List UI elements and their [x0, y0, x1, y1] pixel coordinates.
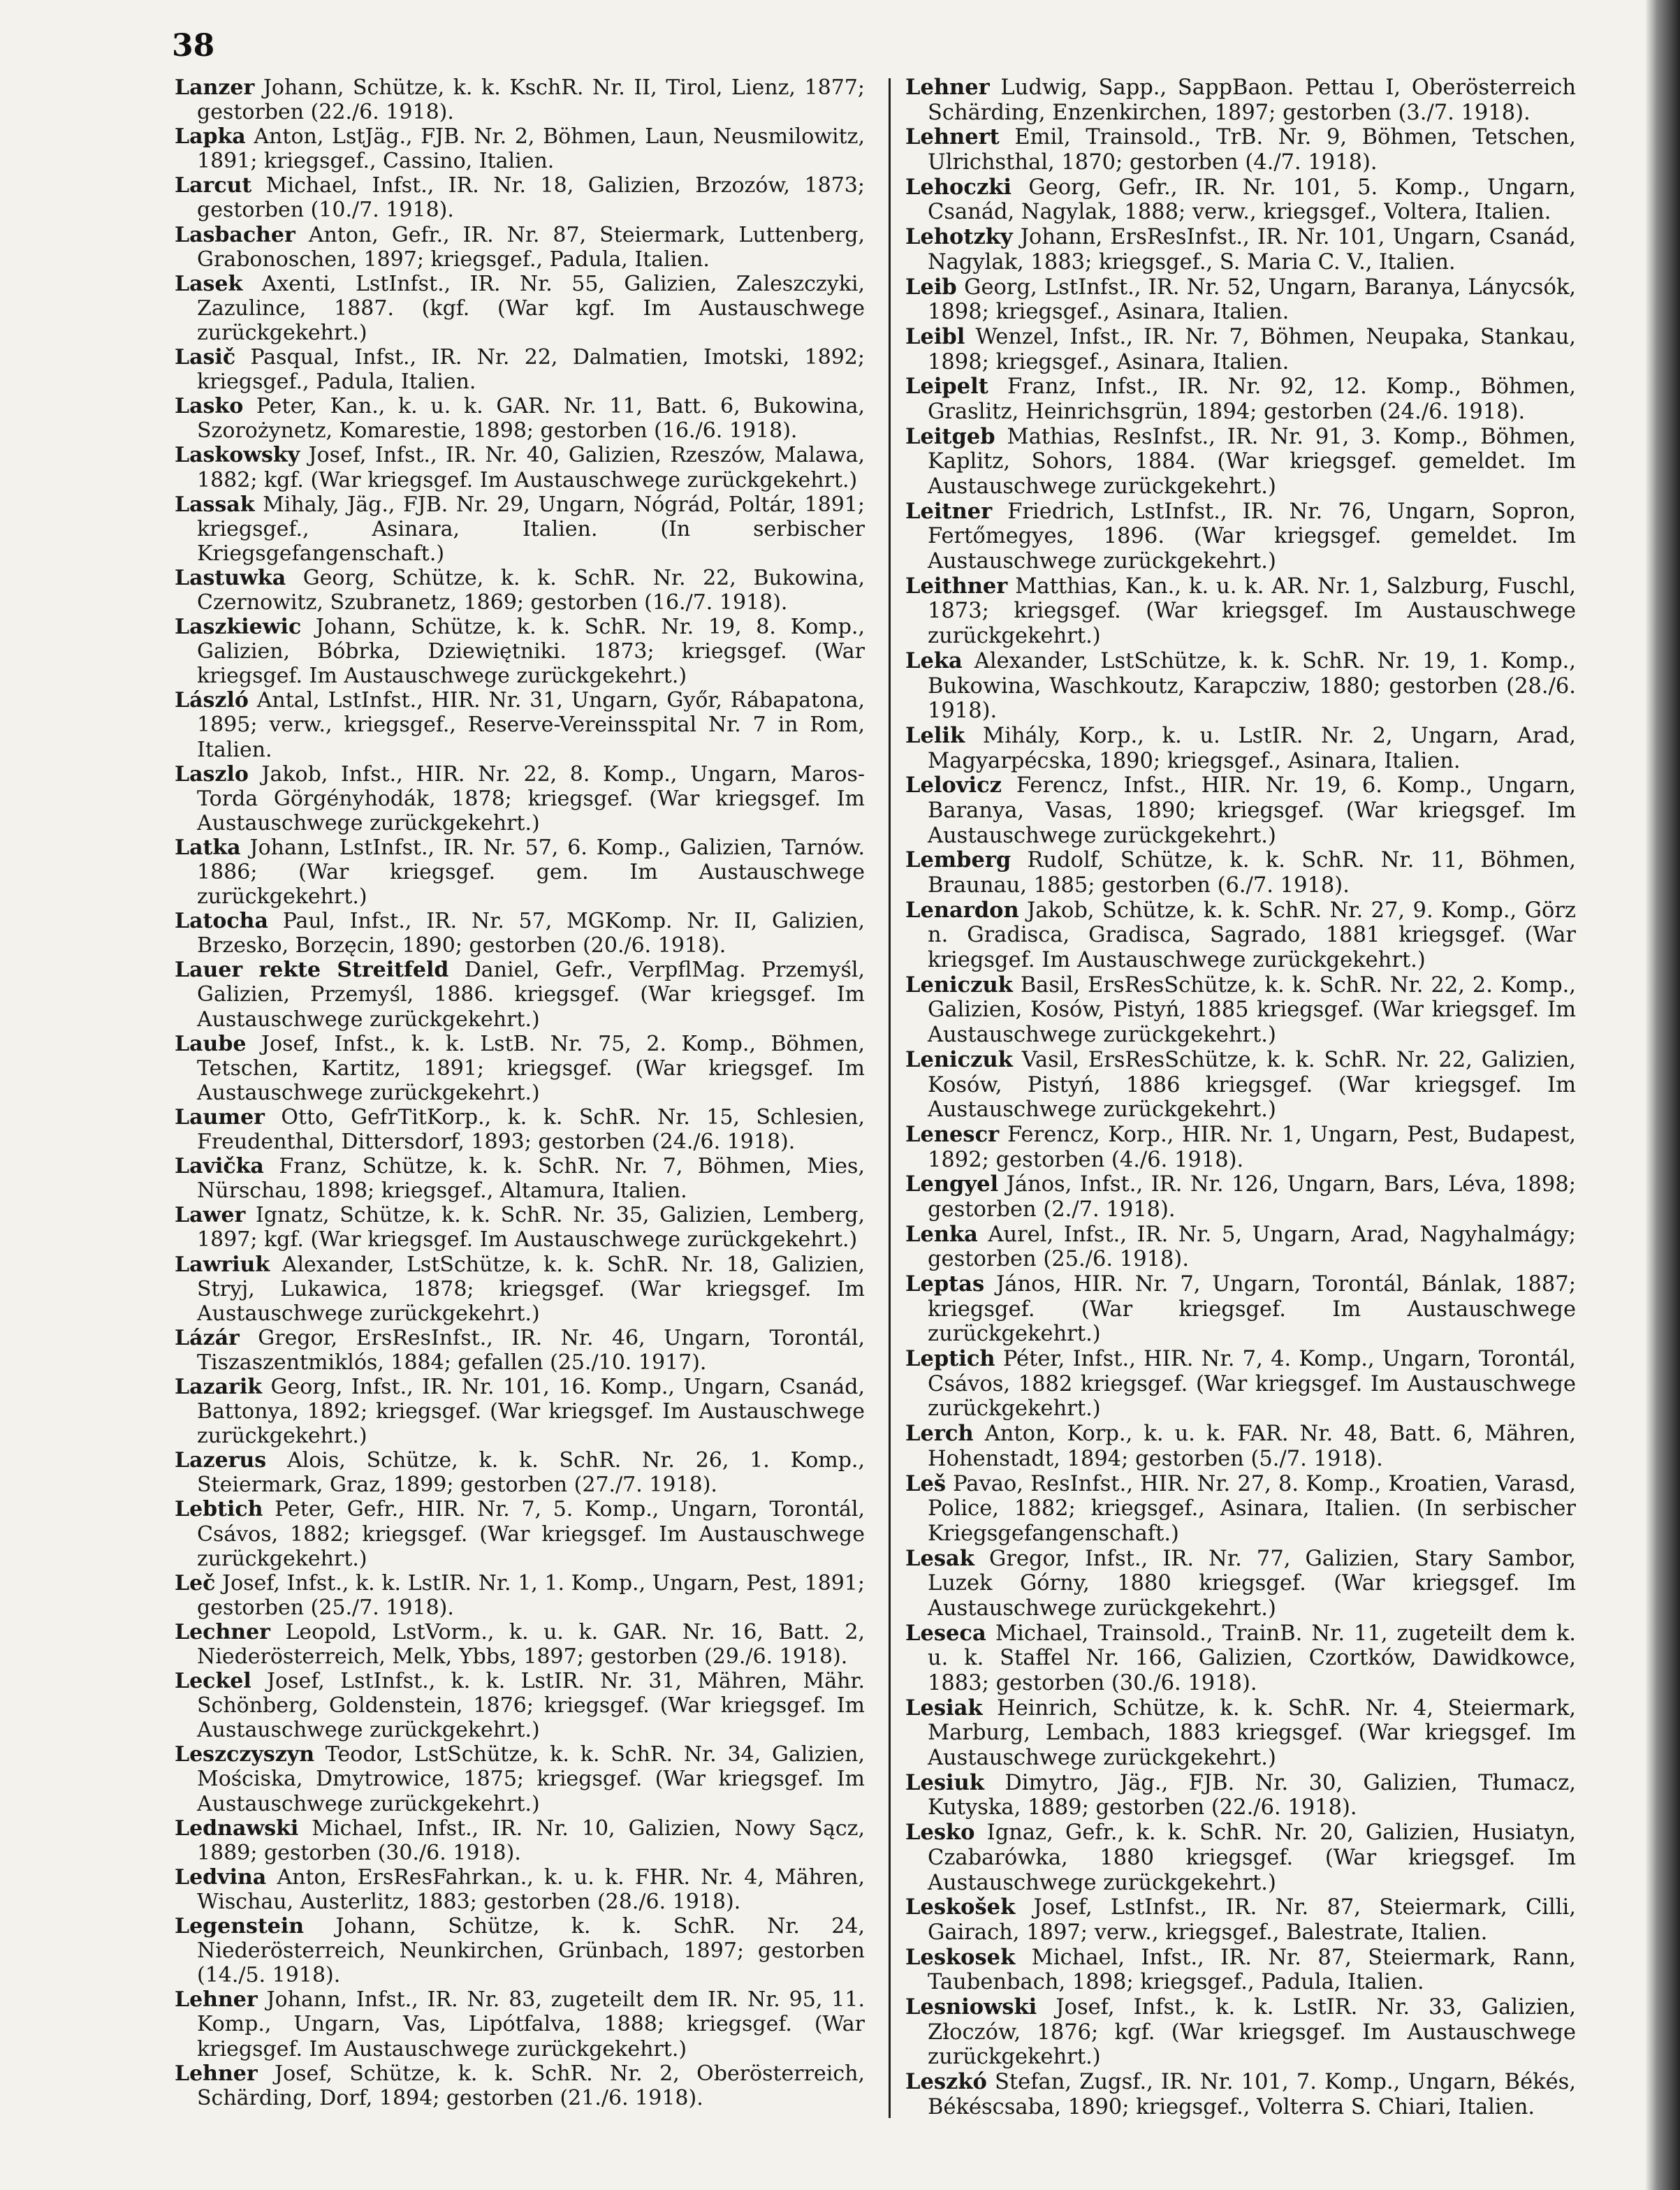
entry-surname: Leptas: [905, 1271, 985, 1297]
entry-surname: Leniczuk: [905, 1046, 1013, 1072]
register-entry: [905, 175, 1576, 225]
register-entry: [905, 973, 1576, 1048]
entry-surname: Ledvina: [175, 1864, 267, 1890]
entry-details: Johann, Infst., IR. Nr. 83, zugeteilt dem IR. Nr. 95, 11. Komp., Ungarn, Vas, Lipótfalva, 1888; kriegsgef. (War kriegsgef. Im Austauschwege zurückgekehrt.): [197, 1987, 865, 2061]
entry-surname: Lesak: [905, 1545, 974, 1571]
register-entry: [905, 1123, 1576, 1172]
entry-surname: Leč: [175, 1570, 216, 1596]
register-entry: [175, 1571, 865, 1620]
entry-details: Anton, LstJäg., FJB. Nr. 2, Böhmen, Laun, Neusmilowitz, 1891; kriegsgef., Cassino, Italien.: [197, 124, 865, 174]
register-entry: [175, 173, 865, 222]
entry-details: Heinrich, Schütze, k. k. SchR. Nr. 4, Steiermark, Marburg, Lembach, 1883 kriegsgef. (War kriegsgef. Im Austauschwege zurückgekehrt.): [928, 1695, 1576, 1771]
entry-details: Dimytro, Jäg., FJB. Nr. 30, Galizien, Tłumacz, Kutyska, 1889; gestorben (22./6. 1918).: [928, 1770, 1576, 1820]
entry-surname: Lengyel: [905, 1171, 999, 1197]
register-entry: [905, 125, 1576, 175]
register-entry: [905, 1621, 1576, 1696]
entry-details: Georg, LstInfst., IR. Nr. 52, Ungarn, Baranya, Lánycsók, 1898; kriegsgef., Asinara, Italien.: [928, 275, 1576, 325]
entry-details: Ignatz, Schütze, k. k. SchR. Nr. 35, Galizien, Lemberg, 1897; kgf. (War kriegsgef. Im Austauschwege zurückgekehrt.): [197, 1203, 865, 1253]
entry-details: Michael, Trainsold., TrainB. Nr. 11, zugeteilt dem k. u. k. Staffel Nr. 166, Galizien, Czortków, Dawidkowce, 1883; gestorben (30./6. 1918).: [928, 1621, 1576, 1695]
register-entry: [175, 762, 865, 835]
entry-surname: Lemberg: [905, 847, 1011, 873]
entry-details: Josef, Infst., k. k. LstB. Nr. 75, 2. Komp., Böhmen, Tetschen, Kartitz, 1891; kriegsgef. (War kriegsgef. Im Austauschwege zurückgekehrt.): [197, 1031, 865, 1105]
register-entry: [175, 2061, 865, 2110]
entry-details: Jakob, Infst., HIR. Nr. 22, 8. Komp., Ungarn, Maros-Torda Görgényhodák, 1878; kriegsgef. (War kriegsgef. Im Austauschwege zurückgekehrt.): [197, 761, 865, 835]
entry-surname: Laszlo: [175, 761, 249, 787]
entry-surname: Lehoczki: [905, 174, 1011, 200]
entry-surname: Leskosek: [905, 1944, 1016, 1970]
entry-surname: Leszczyszyn: [175, 1742, 315, 1767]
register-entry: [905, 1771, 1576, 1820]
entry-surname: Lehner: [175, 1987, 258, 2013]
entry-surname: Lehner: [905, 75, 990, 100]
register-entry: [905, 275, 1576, 325]
register-entry: [175, 443, 865, 492]
entry-details: Anton, Gefr., IR. Nr. 87, Steiermark, Luttenberg, Grabonoschen, 1897; kriegsgef., Padula, Italien.: [197, 222, 865, 272]
entry-details: Vasil, ErsResSchütze, k. k. SchR. Nr. 22, Galizien, Kosów, Pistyń, 1886 kriegsgef. (War kriegsgef. Im Austauschwege zurückgekehrt.): [928, 1047, 1576, 1123]
entry-details: Johann, Schütze, k. k. KschR. Nr. II, Tirol, Lienz, 1877; gestorben (22./6. 1918).: [197, 75, 865, 125]
entry-surname: Lesiak: [905, 1695, 983, 1721]
entry-details: Georg, Infst., IR. Nr. 101, 16. Komp., Ungarn, Csanád, Battonya, 1892; kriegsgef. (War kriegsgef. Im Austauschwege zurückgekehrt.): [197, 1374, 865, 1449]
entry-details: Mihály, Korp., k. u. LstIR. Nr. 2, Ungarn, Arad, Magyarpécska, 1890; kriegsgef., Asinara, Italien.: [928, 723, 1576, 773]
entry-details: Michael, Infst., IR. Nr. 18, Galizien, Brzozów, 1873; gestorben (10./7. 1918).: [197, 173, 865, 223]
entry-details: Peter, Gefr., HIR. Nr. 7, 5. Komp., Ungarn, Torontál, Csávos, 1882; kriegsgef. (War kriegsgef. Im Austauschwege zurückgekehrt.): [197, 1497, 865, 1571]
entry-surname: Lenka: [905, 1221, 978, 1247]
entry-surname: Lechner: [175, 1619, 270, 1644]
register-entry: [905, 75, 1576, 125]
register-entry: [905, 1696, 1576, 1771]
register-entry: [905, 1272, 1576, 1347]
register-entry: [175, 1154, 865, 1203]
entry-details: Josef, Infst., IR. Nr. 40, Galizien, Rzeszów, Malawa, 1882; kgf. (War kriegsgef. Im Austauschwege zurückgekehrt.): [197, 443, 865, 492]
entry-details: Ferencz, Korp., HIR. Nr. 1, Ungarn, Pest, Budapest, 1892; gestorben (4./6. 1918).: [928, 1122, 1576, 1172]
register-entry: [175, 1253, 865, 1326]
entry-surname: Leitner: [905, 498, 993, 524]
entry-surname: Leitgeb: [905, 423, 995, 449]
entry-surname: Leipelt: [905, 374, 988, 400]
register-entry: [905, 1472, 1576, 1547]
entry-details: Paul, Infst., IR. Nr. 57, MGKomp. Nr. II, Galizien, Brzesko, Borzęcin, 1890; gestorben (20./6. 1918).: [197, 909, 865, 958]
entry-details: Mathias, ResInfst., IR. Nr. 91, 3. Komp., Böhmen, Kaplitz, Sohors, 1884. (War kriegsgef. gemeldet. Im Austauschwege zurückgekehrt.): [928, 424, 1576, 499]
entry-surname: Lehnert: [905, 124, 1000, 150]
entry-details: János, Infst., IR. Nr. 126, Ungarn, Bars, Léva, 1898; gestorben (2./7. 1918).: [928, 1172, 1576, 1222]
entry-details: Anton, Korp., k. u. k. FAR. Nr. 48, Batt. 6, Mähren, Hohenstadt, 1894; gestorben (5./7. 1918).: [928, 1422, 1576, 1471]
register-entry: [175, 124, 865, 173]
entry-surname: Leckel: [175, 1669, 251, 1694]
register-entry: [905, 325, 1576, 374]
entry-surname: Lerch: [905, 1421, 974, 1447]
entry-surname: Lednawski: [175, 1816, 299, 1841]
entry-details: Otto, GefrTitKorp., k. k. SchR. Nr. 15, Schlesien, Freudenthal, Dittersdorf, 1893; gestorben (24./6. 1918).: [197, 1104, 865, 1155]
register-entry: [905, 1547, 1576, 1621]
register-entry: [175, 75, 865, 124]
entry-surname: Lastuwka: [175, 565, 286, 590]
entry-surname: Lehotzky: [905, 224, 1013, 250]
entry-surname: Lazerus: [175, 1448, 267, 1473]
register-entry: [905, 1347, 1576, 1422]
entry-details: Johann, Schütze, k. k. SchR. Nr. 24, Niederösterreich, Neunkirchen, Grünbach, 1897; gestorben (14./5. 1918).: [197, 1914, 865, 1988]
entry-surname: Laskowsky: [175, 443, 300, 468]
entry-surname: Leibl: [905, 323, 965, 349]
entry-details: Georg, Gefr., IR. Nr. 101, 5. Komp., Ungarn, Csanád, Nagylak, 1888; verw., kriegsgef., Voltera, Italien.: [928, 175, 1576, 225]
entry-details: Gregor, ErsResInfst., IR. Nr. 46, Ungarn, Torontál, Tiszaszentmiklós, 1884; gefallen (25./10. 1917).: [197, 1325, 865, 1375]
entry-details: Emil, Trainsold., TrB. Nr. 9, Böhmen, Tetschen, Ulrichsthal, 1870; gestorben (4./7. 1918).: [928, 125, 1576, 175]
page-number: 38: [172, 28, 215, 64]
register-entry: [905, 1895, 1576, 1945]
register-entry: [175, 1669, 865, 1742]
entry-details: Daniel, Gefr., VerpflMag. Przemyśl, Galizien, Przemyśl, 1886. kriegsgef. (War kriegsgef. Im Austauschwege zurückgekehrt.): [197, 958, 865, 1032]
register-entry: [175, 223, 865, 272]
entry-details: Josef, LstInfst., k. k. LstIR. Nr. 31, Mähren, Mähr. Schönberg, Goldenstein, 1876; kriegsgef. (War kriegsgef. Im Austauschwege zurückgekehrt.): [197, 1669, 865, 1743]
entry-surname: Leithner: [905, 573, 1008, 599]
entry-details: Stefan, Zugsf., IR. Nr. 101, 7. Komp., Ungarn, Békés, Békéscsaba, 1890; kriegsgef., Volterra S. Chiari, Italien.: [928, 2070, 1576, 2119]
entry-surname: Lázár: [175, 1325, 240, 1350]
entry-details: Wenzel, Infst., IR. Nr. 7, Böhmen, Neupaka, Stankau, 1898; kriegsgef., Asinara, Italien.: [928, 324, 1576, 374]
entry-details: Josef, LstInfst., IR. Nr. 87, Steiermark, Cilli, Gairach, 1897; verw., kriegsgef., Balestrate, Italien.: [928, 1895, 1576, 1945]
scan-edge-shadow: [1645, 0, 1680, 2190]
register-entry: [905, 1172, 1576, 1222]
register-entry: [175, 835, 865, 909]
entry-details: Ferencz, Infst., HIR. Nr. 19, 6. Komp., Ungarn, Baranya, Vasas, 1890; kriegsgef. (War kriegsgef. Im Austauschwege zurückgekehrt.): [928, 773, 1576, 848]
entry-details: Antal, LstInfst., HIR. Nr. 31, Ungarn, Győr, Rábapatona, 1895; verw., kriegsgef., Reserve-Vereinsspital Nr. 7 in Rom, Italien.: [197, 688, 865, 762]
register-entry: [905, 848, 1576, 898]
entry-details: Gregor, Infst., IR. Nr. 77, Galizien, Stary Sambor, Luzek Górny, 1880 kriegsgef. (War kriegsgef. Im Austauschwege zurückgekehrt.): [928, 1546, 1576, 1621]
entry-surname: Lasko: [175, 394, 244, 419]
register-entry: [175, 615, 865, 688]
entry-details: Aurel, Infst., IR. Nr. 5, Ungarn, Arad, Nagyhalmágy; gestorben (25./6. 1918).: [928, 1222, 1576, 1272]
register-entry: [175, 1326, 865, 1375]
entry-details: Michael, Infst., IR. Nr. 87, Steiermark, Rann, Taubenbach, 1898; kriegsgef., Padula, Italien.: [928, 1945, 1576, 1995]
entry-surname: Lauer rekte Streitfeld: [175, 958, 449, 983]
entry-details: Anton, ErsResFahrkan., k. u. k. FHR. Nr. 4, Mähren, Wischau, Austerlitz, 1883; gestorben (28./6. 1918).: [197, 1864, 865, 1914]
register-entry: [175, 1497, 865, 1570]
entry-details: Alois, Schütze, k. k. SchR. Nr. 26, 1. Komp., Steiermark, Graz, 1899; gestorben (27./7. 1918).: [197, 1448, 865, 1498]
register-entry: [175, 394, 865, 443]
entry-details: Georg, Schütze, k. k. SchR. Nr. 22, Bukowina, Czernowitz, Szubranetz, 1869; gestorben (16./7. 1918).: [197, 565, 865, 615]
left-column: [175, 75, 865, 2110]
entry-details: Peter, Kan., k. u. k. GAR. Nr. 11, Batt. 6, Bukowina, Szorożynetz, Komarestie, 1898; gestorben (16./6. 1918).: [197, 394, 865, 444]
register-entry: [175, 1620, 865, 1669]
register-entry: [175, 909, 865, 958]
register-entry: [175, 1203, 865, 1252]
entry-surname: Laszkiewic: [175, 615, 302, 640]
register-entry: [905, 773, 1576, 848]
register-entry: [175, 1105, 865, 1154]
entry-details: Mihaly, Jäg., FJB. Nr. 29, Ungarn, Nógrád, Poltár, 1891; kriegsgef., Asinara, Italien. (In serbischer Kriegsgefangenschaft.): [197, 492, 865, 566]
entry-surname: Lenescr: [905, 1121, 1000, 1147]
register-entry: [175, 492, 865, 566]
entry-surname: Leš: [905, 1470, 947, 1496]
right-column: [905, 75, 1576, 2119]
entry-details: Ludwig, Sapp., SappBaon. Pettau I, Oberösterreich Schärding, Enzenkirchen, 1897; gestorben (3./7. 1918).: [928, 75, 1576, 125]
register-entry: [175, 1742, 865, 1816]
register-entry: [175, 1816, 865, 1865]
entry-surname: Leniczuk: [905, 972, 1013, 998]
register-entry: [175, 688, 865, 761]
entry-surname: Leib: [905, 274, 957, 300]
entry-details: Franz, Infst., IR. Nr. 92, 12. Komp., Böhmen, Graslitz, Heinrichsgrün, 1894; gestorben (24./6. 1918).: [928, 374, 1576, 424]
entry-surname: Leseca: [905, 1620, 986, 1646]
register-entry: [175, 1865, 865, 1914]
entry-surname: Lasek: [175, 271, 243, 296]
entry-details: Johann, Schütze, k. k. SchR. Nr. 19, 8. Komp., Galizien, Bóbrka, Dziewiętniki. 1873; kriegsgef. (War kriegsgef. Im Austauschwege zurückgekehrt.): [197, 615, 865, 689]
entry-details: Josef, Infst., k. k. LstIR. Nr. 1, 1. Komp., Ungarn, Pest, 1891; gestorben (25./7. 1918).: [197, 1570, 865, 1620]
register-entry: [175, 1987, 865, 2061]
entry-surname: Lenardon: [905, 897, 1019, 923]
entry-surname: Lawriuk: [175, 1252, 270, 1277]
entry-details: Johann, ErsResInfst., IR. Nr. 101, Ungarn, Csanád, Nagylak, 1883; kriegsgef., S. Maria C. V., Italien.: [928, 225, 1576, 275]
register-entry: [905, 1995, 1576, 2070]
register-entry: [175, 958, 865, 1031]
entry-surname: Lelovicz: [905, 773, 1002, 798]
entry-surname: Lesniowski: [905, 1994, 1037, 2020]
entry-surname: Lavička: [175, 1154, 264, 1179]
entry-surname: Latocha: [175, 909, 268, 934]
entry-details: Friedrich, LstInfst., IR. Nr. 76, Ungarn, Sopron, Fertőmegyes, 1896. (War kriegsgef. gemeldet. Im Austauschwege zurückgekehrt.): [928, 499, 1576, 574]
entry-details: Josef, Schütze, k. k. SchR. Nr. 2, Oberösterreich, Schärding, Dorf, 1894; gestorben (21./6. 1918).: [197, 2061, 865, 2110]
register-entry: [905, 1946, 1576, 1995]
entry-surname: Larcut: [175, 173, 252, 198]
entry-surname: Lazarik: [175, 1374, 262, 1399]
entry-details: Josef, Infst., k. k. LstIR. Nr. 33, Galizien, Złoczów, 1876; kgf. (War kriegsgef. Im Austauschwege zurückgekehrt.): [928, 1994, 1576, 2070]
register-entry: [905, 724, 1576, 773]
register-entry: [905, 499, 1576, 574]
register-entry: [905, 425, 1576, 499]
entry-surname: Lelik: [905, 722, 965, 748]
entry-surname: Lebtich: [175, 1497, 263, 1522]
entry-surname: Leskošek: [905, 1895, 1016, 1920]
register-entry: [905, 1422, 1576, 1471]
register-entry: [905, 898, 1576, 973]
entry-details: Michael, Infst., IR. Nr. 10, Galizien, Nowy Sącz, 1889; gestorben (30./6. 1918).: [197, 1816, 865, 1865]
register-entry: [905, 1048, 1576, 1123]
entry-details: Rudolf, Schütze, k. k. SchR. Nr. 11, Böhmen, Braunau, 1885; gestorben (6./7. 1918).: [928, 848, 1576, 898]
entry-surname: Lehner: [175, 2061, 258, 2086]
entry-details: Teodor, LstSchütze, k. k. SchR. Nr. 34, Galizien, Mościska, Dmytrowice, 1875; kriegsgef. (War kriegsgef. Im Austauschwege zurückgekehrt.): [197, 1742, 865, 1816]
entry-surname: Leka: [905, 648, 963, 673]
register-entry: [175, 1032, 865, 1105]
entry-surname: Latka: [175, 835, 241, 860]
register-entry: [175, 345, 865, 394]
entry-surname: Laube: [175, 1031, 247, 1056]
entry-details: Ignaz, Gefr., k. k. SchR. Nr. 20, Galizien, Husiatyn, Czabarówka, 1880 kriegsgef. (War kriegsgef. Im Austauschwege zurückgekehrt.): [928, 1820, 1576, 1895]
entry-surname: Lesiuk: [905, 1769, 984, 1795]
register-entry: [175, 1448, 865, 1497]
entry-surname: Leszkó: [905, 2069, 987, 2094]
entry-surname: Leptich: [905, 1346, 995, 1372]
register-entry: [175, 1375, 865, 1448]
entry-details: Matthias, Kan., k. u. k. AR. Nr. 1, Salzburg, Fuschl, 1873; kriegsgef. (War kriegsgef. Im Austauschwege zurückgekehrt.): [928, 574, 1576, 649]
register-entry: [905, 374, 1576, 424]
register-entry: [905, 225, 1576, 275]
register-entry: [175, 1914, 865, 1987]
entry-surname: Lawer: [175, 1203, 246, 1228]
entry-details: Alexander, LstSchütze, k. k. SchR. Nr. 19, 1. Komp., Bukowina, Waschkoutz, Karapcziw, 1880; gestorben (28./6. 1918).: [928, 648, 1576, 724]
column-divider: [889, 78, 891, 2118]
entry-details: Franz, Schütze, k. k. SchR. Nr. 7, Böhmen, Mies, Nürschau, 1898; kriegsgef., Altamura, Italien.: [197, 1154, 865, 1204]
entry-details: Péter, Infst., HIR. Nr. 7, 4. Komp., Ungarn, Torontál, Csávos, 1882 kriegsgef. (War kriegsgef. Im Austauschwege zurückgekehrt.): [928, 1347, 1576, 1422]
entry-surname: Lassak: [175, 492, 255, 517]
entry-surname: Lasbacher: [175, 222, 295, 247]
register-entry: [175, 566, 865, 615]
entry-details: Alexander, LstSchütze, k. k. SchR. Nr. 18, Galizien, Stryj, Lukawica, 1878; kriegsgef. (War kriegsgef. Im Austauschwege zurückgekehrt.): [197, 1252, 865, 1326]
entry-details: Axenti, LstInfst., IR. Nr. 55, Galizien, Zaleszczyki, Zazulince, 1887. (kgf. (War kgf. Im Austauschwege zurückgekehrt.): [197, 271, 865, 345]
entry-surname: Laumer: [175, 1104, 265, 1130]
register-entry: [905, 1820, 1576, 1895]
entry-surname: Legenstein: [175, 1914, 305, 1939]
entry-surname: Lanzer: [175, 75, 255, 100]
register-entry: [905, 574, 1576, 649]
register-entry: [905, 649, 1576, 724]
entry-details: Pasqual, Infst., IR. Nr. 22, Dalmatien, Imotski, 1892; kriegsgef., Padula, Italien.: [197, 345, 865, 395]
entry-details: Johann, LstInfst., IR. Nr. 57, 6. Komp., Galizien, Tarnów. 1886; (War kriegsgef. gem. Im Austauschwege zurückgekehrt.): [197, 835, 865, 910]
entry-details: Leopold, LstVorm., k. u. k. GAR. Nr. 16, Batt. 2, Niederösterreich, Melk, Ybbs, 1897; gestorben (29./6. 1918).: [197, 1619, 865, 1669]
register-entry: [905, 1222, 1576, 1272]
entry-surname: Lapka: [175, 124, 246, 149]
register-entry: [175, 272, 865, 345]
entry-details: Basil, ErsResSchütze, k. k. SchR. Nr. 22, 2. Komp., Galizien, Kosów, Pistyń, 1885 kriegsgef. (War kriegsgef. Im Austauschwege zurückgekehrt.): [928, 972, 1576, 1048]
entry-surname: Lasič: [175, 345, 236, 370]
entry-details: Pavao, ResInfst., HIR. Nr. 27, 8. Komp., Kroatien, Varasd, Police, 1882; kriegsgef., Asinara, Italien. (In serbischer Kriegsgefangenschaft.): [928, 1471, 1576, 1546]
entry-details: János, HIR. Nr. 7, Ungarn, Torontál, Bánlak, 1887; kriegsgef. (War kriegsgef. Im Austauschwege zurückgekehrt.): [928, 1272, 1576, 1347]
register-entry: [905, 2070, 1576, 2119]
entry-surname: László: [175, 688, 249, 713]
entry-details: Jakob, Schütze, k. k. SchR. Nr. 27, 9. Komp., Görz n. Gradisca, Gradisca, Sagrado, 1881 kriegsgef. (War kriegsgef. Im Austauschwege zurückgekehrt.): [928, 898, 1576, 973]
entry-surname: Lesko: [905, 1820, 975, 1846]
